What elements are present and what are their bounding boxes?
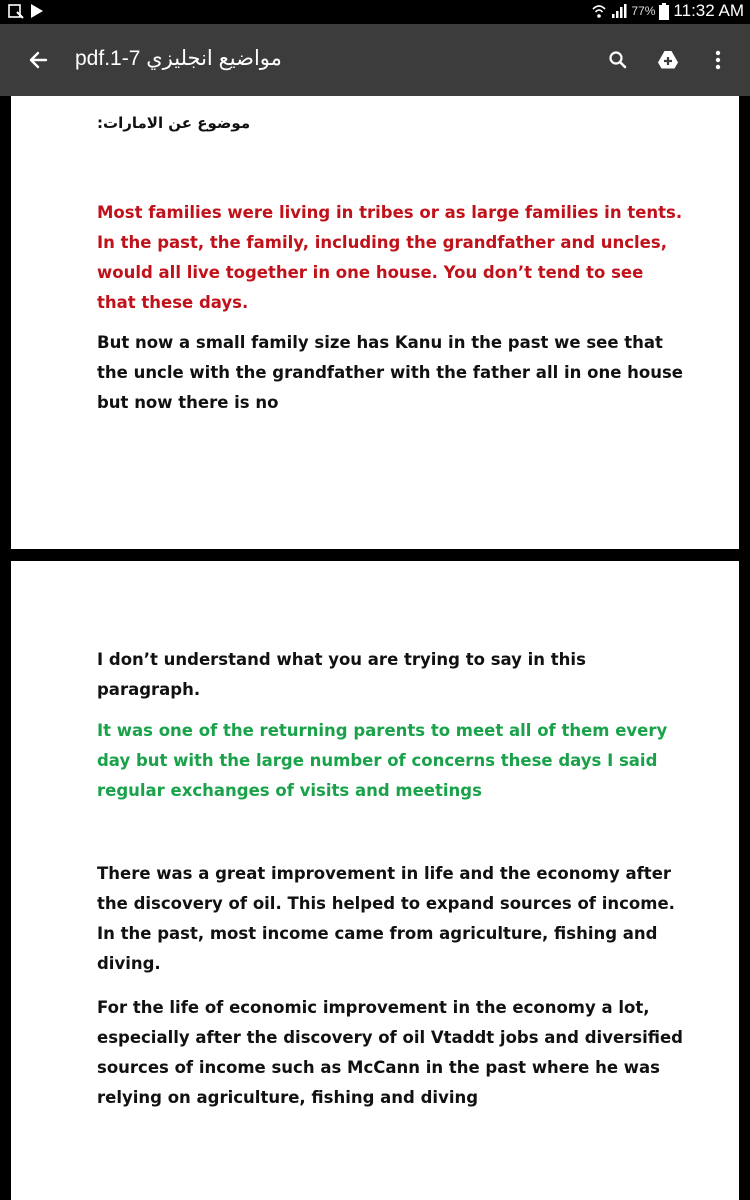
search-button[interactable] [600, 42, 636, 78]
add-to-drive-button[interactable] [650, 42, 686, 78]
paragraph-economic-original: For the life of economic improvement in the economy a lot, especially after the discovery of oil Vtaddt jobs and diversified sources of income such as McCann in the past where he was relying on agriculture, fishing and diving [97, 998, 683, 1107]
status-indicators [591, 1, 744, 21]
drive-icon [657, 50, 679, 70]
paragraph-visits-green: It was one of the returning parents to meet all of them every day but with the large number of concerns these days I said regular exchanges of visits and meetings [97, 721, 668, 800]
paragraph-families-red: Most families were living in tribes or as large families in tents. In the past, the family, including the grandfather and uncles, would all live together in one house. You don’t tend to see that these days. [97, 203, 683, 312]
battery-percent: 77% [631, 4, 656, 18]
back-button[interactable] [20, 42, 56, 78]
clock: 11:32 AM [673, 1, 744, 20]
app-actions [600, 42, 736, 78]
more-options-button[interactable] [700, 42, 736, 78]
paragraph-families-original: But now a small family size has Kanu in the past we see that the uncle with the grandfather with the father all in one house but now there is no [97, 333, 683, 412]
back-arrow-icon [28, 50, 48, 70]
paragraph-reviewer-comment: I don’t understand what you are trying to say in this paragraph. [97, 650, 586, 699]
screenshot-notification-icon [8, 3, 24, 19]
signal-icon [611, 3, 627, 19]
play-store-notification-icon [30, 3, 44, 19]
more-vert-icon [715, 50, 721, 70]
paragraph-oil-improvement: There was a great improvement in life and the economy after the discovery of oil. This helped to expand sources of income. In the past, most income came from agriculture, fishing and diving. [97, 864, 675, 973]
pdf-page-1[interactable] [11, 96, 739, 549]
arabic-heading: موضوع عن الامارات: [97, 114, 251, 132]
status-notifications [8, 3, 44, 19]
battery-icon [659, 3, 669, 20]
document-title: pdf.1-7 مواضيع انجليزي [75, 47, 282, 70]
search-icon [608, 50, 628, 70]
wifi-icon [591, 3, 607, 19]
status-bar [0, 0, 750, 24]
pdf-page-2[interactable] [11, 561, 739, 1200]
app-bar [0, 24, 750, 96]
